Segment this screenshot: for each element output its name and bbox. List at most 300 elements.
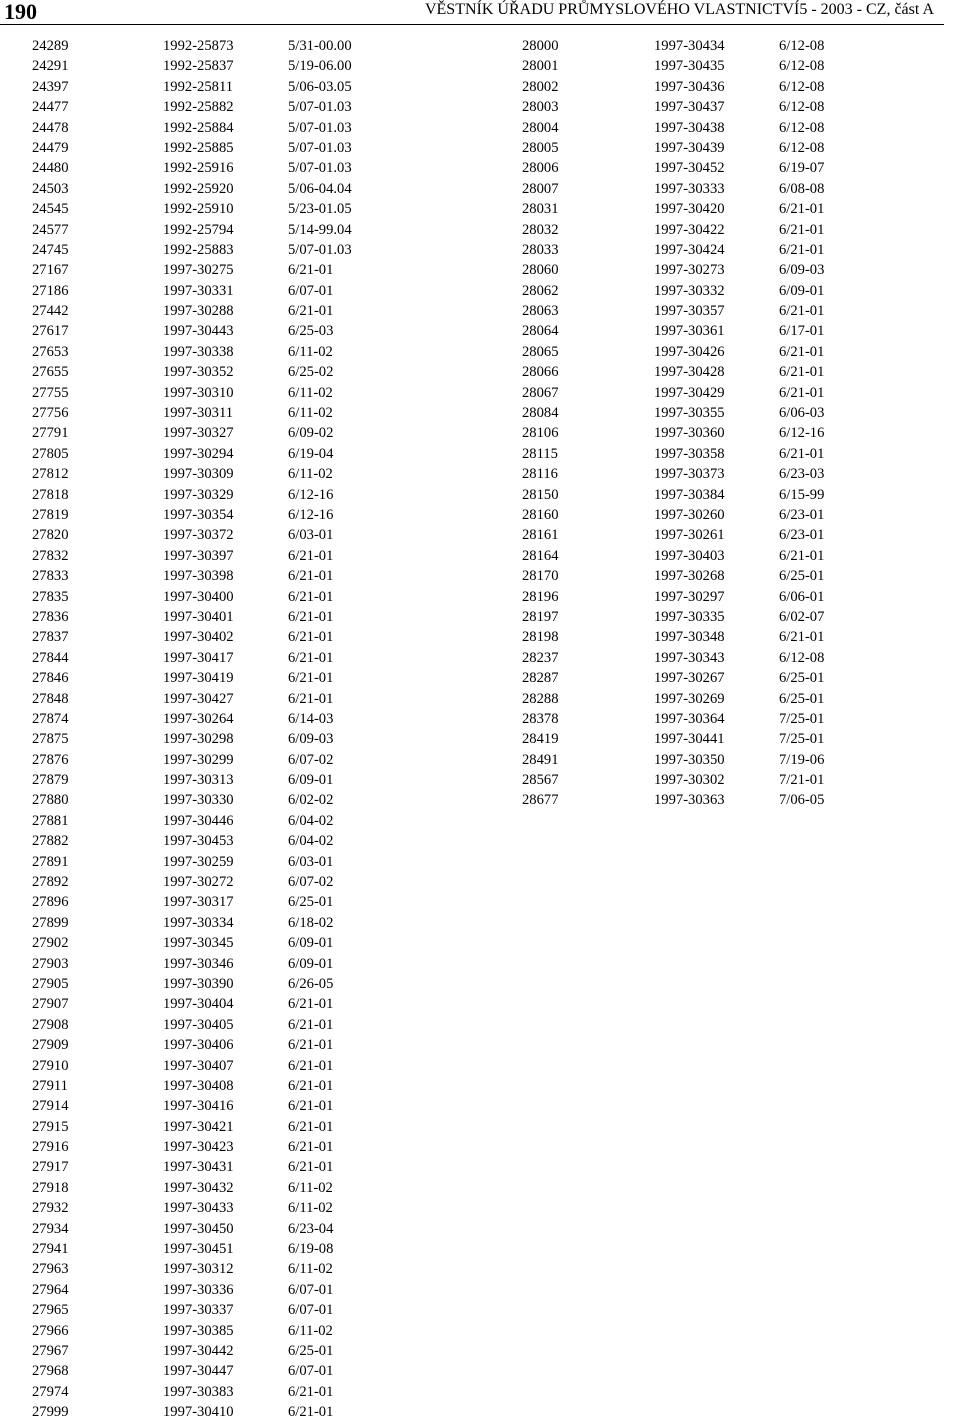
entry-number: 27916 <box>32 1139 69 1156</box>
classification-code: 6/21-01 <box>779 384 825 401</box>
application-number: 1997-30335 <box>654 608 725 625</box>
application-number: 1992-25794 <box>163 221 234 238</box>
application-number: 1997-30268 <box>654 568 725 585</box>
entry-number: 28196 <box>522 588 559 605</box>
classification-code: 6/21-01 <box>288 1383 334 1400</box>
entry-number: 28115 <box>522 445 558 462</box>
classification-code: 5/14-99.04 <box>288 221 352 238</box>
classification-code: 5/19-06.00 <box>288 58 352 75</box>
classification-code: 6/21-01 <box>288 1159 334 1176</box>
application-number: 1997-30441 <box>654 731 725 748</box>
application-number: 1992-25837 <box>163 58 234 75</box>
classification-code: 6/21-01 <box>288 568 334 585</box>
application-number: 1992-25873 <box>163 38 234 54</box>
classification-code: 6/19-08 <box>288 1241 334 1258</box>
entry-number: 28287 <box>522 670 559 687</box>
application-number: 1997-30352 <box>163 364 234 381</box>
classification-code: 6/26-05 <box>288 975 334 992</box>
classification-code: 6/21-01 <box>288 1404 334 1421</box>
application-number: 1997-30373 <box>654 466 725 483</box>
classification-code: 6/12-08 <box>779 119 825 136</box>
classification-code: 6/21-01 <box>779 629 825 646</box>
classification-code: 6/21-01 <box>779 221 825 238</box>
entry-number: 28004 <box>522 119 559 136</box>
classification-code: 6/09-03 <box>288 731 334 748</box>
classification-code: 6/23-01 <box>779 506 825 523</box>
classification-code: 5/07-01.03 <box>288 241 352 258</box>
application-number: 1997-30310 <box>163 384 234 401</box>
application-number: 1997-30372 <box>163 527 234 544</box>
entry-number: 27186 <box>32 282 69 299</box>
application-number: 1997-30299 <box>163 751 234 768</box>
classification-code: 6/21-01 <box>288 1077 334 1094</box>
entry-number: 24478 <box>32 119 69 136</box>
entry-number: 27917 <box>32 1159 69 1176</box>
classification-code: 5/07-01.03 <box>288 99 352 116</box>
classification-code: 6/21-01 <box>288 996 334 1013</box>
entry-number: 28067 <box>522 384 559 401</box>
classification-code: 6/09-01 <box>288 955 334 972</box>
classification-code: 6/21-01 <box>288 629 334 646</box>
classification-code: 6/07-01 <box>288 282 334 299</box>
entry-number: 27941 <box>32 1241 69 1258</box>
application-number: 1992-25883 <box>163 241 234 258</box>
entry-number: 24291 <box>32 58 69 75</box>
application-number: 1997-30312 <box>163 1261 234 1278</box>
classification-code: 6/07-01 <box>288 1281 334 1298</box>
entry-number: 28378 <box>522 710 559 727</box>
application-number: 1997-30309 <box>163 466 234 483</box>
application-number: 1997-30330 <box>163 792 234 809</box>
classification-code: 6/07-01 <box>288 1302 334 1319</box>
application-number: 1997-30408 <box>163 1077 234 1094</box>
entry-number: 28032 <box>522 221 559 238</box>
application-number: 1997-30294 <box>163 445 234 462</box>
entry-number: 27918 <box>32 1179 69 1196</box>
application-number: 1997-30416 <box>163 1098 234 1115</box>
classification-code: 6/21-01 <box>288 262 334 279</box>
classification-code: 5/06-04.04 <box>288 180 352 197</box>
entry-number: 28491 <box>522 751 559 768</box>
classification-code: 6/09-01 <box>779 282 825 299</box>
application-number: 1997-30264 <box>163 710 234 727</box>
classification-code: 6/21-01 <box>779 364 825 381</box>
classification-code: 7/25-01 <box>779 731 825 748</box>
application-number: 1997-30429 <box>654 384 725 401</box>
application-number: 1997-30428 <box>654 364 725 381</box>
application-number: 1997-30275 <box>163 262 234 279</box>
entry-number: 28160 <box>522 506 559 523</box>
application-number: 1997-30419 <box>163 670 234 687</box>
entry-number: 27818 <box>32 486 69 503</box>
application-number: 1997-30406 <box>163 1037 234 1054</box>
classification-code: 6/12-08 <box>779 99 825 116</box>
entry-number: 27882 <box>32 833 69 850</box>
classification-code: 5/31-00.00 <box>288 38 352 54</box>
application-number: 1997-30447 <box>163 1363 234 1380</box>
entry-number: 27837 <box>32 629 69 646</box>
entry-number: 28062 <box>522 282 559 299</box>
application-number: 1992-25885 <box>163 139 234 156</box>
entry-number: 27848 <box>32 690 69 707</box>
entry-number: 27655 <box>32 364 69 381</box>
classification-code: 6/14-03 <box>288 710 334 727</box>
classification-code: 6/25-01 <box>779 670 825 687</box>
page-number: 190 <box>4 0 37 24</box>
application-number: 1997-30436 <box>654 78 725 95</box>
classification-code: 6/21-01 <box>779 445 825 462</box>
entry-number: 24479 <box>32 139 69 156</box>
application-number: 1997-30267 <box>654 670 725 687</box>
application-number: 1992-25920 <box>163 180 234 197</box>
entry-number: 27791 <box>32 425 69 442</box>
application-number: 1997-30453 <box>163 833 234 850</box>
application-number: 1997-30427 <box>163 690 234 707</box>
application-number: 1997-30360 <box>654 425 725 442</box>
entry-number: 24480 <box>32 160 69 177</box>
entry-number: 27805 <box>32 445 69 462</box>
entry-number: 27968 <box>32 1363 69 1380</box>
classification-code: 6/21-01 <box>288 588 334 605</box>
classification-code: 6/09-03 <box>779 262 825 279</box>
application-number: 1997-30350 <box>654 751 725 768</box>
application-number: 1997-30437 <box>654 99 725 116</box>
classification-code: 6/11-02 <box>288 1261 333 1278</box>
classification-code: 6/21-01 <box>288 1118 334 1135</box>
entry-number: 28197 <box>522 608 559 625</box>
application-number: 1997-30333 <box>654 180 725 197</box>
entry-number: 27617 <box>32 323 69 340</box>
classification-code: 7/21-01 <box>779 772 825 789</box>
page-header <box>0 0 960 26</box>
application-number: 1997-30261 <box>654 527 725 544</box>
classification-code: 6/11-02 <box>288 1322 333 1339</box>
entry-number: 24289 <box>32 38 69 54</box>
entry-number: 28060 <box>522 262 559 279</box>
classification-code: 6/12-16 <box>779 425 825 442</box>
entry-number: 27966 <box>32 1322 69 1339</box>
application-number: 1997-30442 <box>163 1343 234 1359</box>
classification-code: 6/03-01 <box>288 853 334 870</box>
application-number: 1997-30452 <box>654 160 725 177</box>
entry-number: 28084 <box>522 405 559 422</box>
classification-code: 6/23-01 <box>779 527 825 544</box>
entry-number: 27967 <box>32 1343 69 1359</box>
classification-code: 6/11-02 <box>288 1179 333 1196</box>
classification-code: 6/21-01 <box>288 690 334 707</box>
application-number: 1997-30272 <box>163 874 234 891</box>
entry-number: 27874 <box>32 710 69 727</box>
classification-code: 6/11-02 <box>288 405 333 422</box>
entry-number: 28007 <box>522 180 559 197</box>
application-number: 1997-30405 <box>163 1016 234 1033</box>
classification-code: 6/15-99 <box>779 486 825 503</box>
entry-number: 24477 <box>32 99 69 116</box>
entry-number: 24503 <box>32 180 69 197</box>
application-number: 1997-30354 <box>163 506 234 523</box>
application-number: 1997-30338 <box>163 343 234 360</box>
entry-number: 27914 <box>32 1098 69 1115</box>
application-number: 1997-30345 <box>163 935 234 952</box>
entry-number: 27903 <box>32 955 69 972</box>
entry-number: 28000 <box>522 38 559 54</box>
entry-number: 28288 <box>522 690 559 707</box>
classification-code: 6/18-02 <box>288 914 334 931</box>
application-number: 1997-30317 <box>163 894 234 911</box>
classification-code: 6/12-08 <box>779 649 825 666</box>
classification-code: 6/25-02 <box>288 364 334 381</box>
application-number: 1997-30397 <box>163 547 234 564</box>
application-number: 1997-30384 <box>654 486 725 503</box>
application-number: 1997-30443 <box>163 323 234 340</box>
application-number: 1997-30313 <box>163 772 234 789</box>
entry-number: 27902 <box>32 935 69 952</box>
application-number: 1992-25916 <box>163 160 234 177</box>
application-number: 1997-30311 <box>163 405 233 422</box>
application-number: 1997-30431 <box>163 1159 234 1176</box>
classification-code: 5/07-01.03 <box>288 160 352 177</box>
application-number: 1992-25811 <box>163 78 233 95</box>
entry-number: 27832 <box>32 547 69 564</box>
entry-number: 27908 <box>32 1016 69 1033</box>
entry-number: 24397 <box>32 78 69 95</box>
entry-number: 27881 <box>32 812 69 829</box>
classification-code: 6/11-02 <box>288 384 333 401</box>
application-number: 1997-30424 <box>654 241 725 258</box>
classification-code: 6/21-01 <box>779 303 825 320</box>
classification-code: 5/06-03.05 <box>288 78 352 95</box>
entry-number: 28064 <box>522 323 559 340</box>
entry-number: 27819 <box>32 506 69 523</box>
application-number: 1997-30364 <box>654 710 725 727</box>
application-number: 1997-30401 <box>163 608 234 625</box>
entry-number: 27844 <box>32 649 69 666</box>
classification-code: 6/21-01 <box>288 1139 334 1156</box>
application-number: 1992-25884 <box>163 119 234 136</box>
classification-code: 6/25-01 <box>779 690 825 707</box>
classification-code: 6/12-08 <box>779 38 825 54</box>
entry-number: 28198 <box>522 629 559 646</box>
application-number: 1997-30451 <box>163 1241 234 1258</box>
classification-code: 6/25-03 <box>288 323 334 340</box>
application-number: 1997-30422 <box>654 221 725 238</box>
application-number: 1997-30390 <box>163 975 234 992</box>
application-number: 1997-30383 <box>163 1383 234 1400</box>
application-number: 1997-30348 <box>654 629 725 646</box>
entry-number: 27909 <box>32 1037 69 1054</box>
application-number: 1997-30403 <box>654 547 725 564</box>
classification-code: 5/07-01.03 <box>288 139 352 156</box>
entry-number: 27905 <box>32 975 69 992</box>
classification-code: 7/25-01 <box>779 710 825 727</box>
classification-code: 6/07-02 <box>288 874 334 891</box>
entry-number: 27964 <box>32 1281 69 1298</box>
application-number: 1997-30434 <box>654 38 725 54</box>
entry-number: 28033 <box>522 241 559 258</box>
application-number: 1997-30269 <box>654 690 725 707</box>
classification-code: 6/25-01 <box>288 1343 334 1359</box>
entry-number: 27755 <box>32 384 69 401</box>
application-number: 1997-30363 <box>654 792 725 809</box>
application-number: 1992-25910 <box>163 201 234 218</box>
application-number: 1997-30346 <box>163 955 234 972</box>
entry-number: 28065 <box>522 343 559 360</box>
header-divider <box>0 24 944 25</box>
entry-number: 27974 <box>32 1383 69 1400</box>
application-number: 1997-30337 <box>163 1302 234 1319</box>
entry-number: 28106 <box>522 425 559 442</box>
entry-number: 27899 <box>32 914 69 931</box>
entry-number: 27892 <box>32 874 69 891</box>
entry-number: 24745 <box>32 241 69 258</box>
entry-number: 27756 <box>32 405 69 422</box>
application-number: 1997-30332 <box>654 282 725 299</box>
entry-number: 27879 <box>32 772 69 789</box>
classification-code: 6/03-01 <box>288 527 334 544</box>
application-number: 1997-30438 <box>654 119 725 136</box>
application-number: 1997-30355 <box>654 405 725 422</box>
classification-code: 6/12-08 <box>779 78 825 95</box>
classification-code: 6/21-01 <box>288 303 334 320</box>
entry-number: 28116 <box>522 466 558 483</box>
entry-number: 28066 <box>522 364 559 381</box>
classification-code: 6/21-01 <box>288 1016 334 1033</box>
application-number: 1997-30421 <box>163 1118 234 1135</box>
application-number: 1997-30331 <box>163 282 234 299</box>
entry-number: 27910 <box>32 1057 69 1074</box>
entry-number: 28237 <box>522 649 559 666</box>
classification-code: 6/04-02 <box>288 812 334 829</box>
application-number: 1997-30426 <box>654 343 725 360</box>
application-number: 1997-30417 <box>163 649 234 666</box>
application-number: 1997-30410 <box>163 1404 234 1421</box>
classification-code: 6/08-08 <box>779 180 825 197</box>
application-number: 1997-30297 <box>654 588 725 605</box>
classification-code: 6/06-03 <box>779 405 825 422</box>
application-number: 1997-30334 <box>163 914 234 931</box>
classification-code: 6/07-01 <box>288 1363 334 1380</box>
classification-code: 7/06-05 <box>779 792 825 809</box>
classification-code: 6/21-01 <box>288 1098 334 1115</box>
application-number: 1997-30423 <box>163 1139 234 1156</box>
application-number: 1997-30361 <box>654 323 725 340</box>
application-number: 1992-25882 <box>163 99 234 116</box>
application-number: 1997-30260 <box>654 506 725 523</box>
entry-number: 27896 <box>32 894 69 911</box>
entry-number: 28001 <box>522 58 559 75</box>
application-number: 1997-30398 <box>163 568 234 585</box>
entry-number: 28150 <box>522 486 559 503</box>
classification-code: 5/23-01.05 <box>288 201 352 218</box>
entry-number: 27932 <box>32 1200 69 1217</box>
entry-number: 24577 <box>32 221 69 238</box>
application-number: 1997-30433 <box>163 1200 234 1217</box>
application-number: 1997-30259 <box>163 853 234 870</box>
application-number: 1997-30407 <box>163 1057 234 1074</box>
entry-number: 27833 <box>32 568 69 585</box>
entry-number: 28005 <box>522 139 559 156</box>
classification-code: 6/19-07 <box>779 160 825 177</box>
application-number: 1997-30358 <box>654 445 725 462</box>
entry-number: 27442 <box>32 303 69 320</box>
classification-code: 6/09-01 <box>288 772 334 789</box>
entry-number: 28006 <box>522 160 559 177</box>
classification-code: 6/23-03 <box>779 466 825 483</box>
entry-number: 27820 <box>32 527 69 544</box>
entry-number: 28419 <box>522 731 559 748</box>
application-number: 1997-30400 <box>163 588 234 605</box>
entry-number: 27965 <box>32 1302 69 1319</box>
application-number: 1997-30404 <box>163 996 234 1013</box>
entry-number: 28003 <box>522 99 559 116</box>
classification-code: 6/12-16 <box>288 486 334 503</box>
entry-number: 27880 <box>32 792 69 809</box>
classification-code: 6/21-01 <box>288 1037 334 1054</box>
application-number: 1997-30329 <box>163 486 234 503</box>
entry-number: 28164 <box>522 547 559 564</box>
entry-number: 27876 <box>32 751 69 768</box>
application-number: 1997-30435 <box>654 58 725 75</box>
entry-number: 27963 <box>32 1261 69 1278</box>
entry-number: 28063 <box>522 303 559 320</box>
entry-number: 24545 <box>32 201 69 218</box>
classification-code: 6/19-04 <box>288 445 334 462</box>
classification-code: 6/17-01 <box>779 323 825 340</box>
entry-number: 27891 <box>32 853 69 870</box>
application-number: 1997-30450 <box>163 1220 234 1237</box>
classification-code: 5/07-01.03 <box>288 119 352 136</box>
classification-code: 6/21-01 <box>779 241 825 258</box>
classification-code: 6/21-01 <box>288 547 334 564</box>
classification-code: 6/07-02 <box>288 751 334 768</box>
application-number: 1997-30446 <box>163 812 234 829</box>
classification-code: 6/21-01 <box>779 201 825 218</box>
classification-code: 6/21-01 <box>288 1057 334 1074</box>
classification-code: 6/21-01 <box>779 343 825 360</box>
classification-code: 6/11-02 <box>288 1200 333 1217</box>
classification-code: 6/11-02 <box>288 343 333 360</box>
application-number: 1997-30298 <box>163 731 234 748</box>
application-number: 1997-30336 <box>163 1281 234 1298</box>
entry-number: 27875 <box>32 731 69 748</box>
classification-code: 6/12-08 <box>779 58 825 75</box>
classification-code: 6/02-02 <box>288 792 334 809</box>
entry-number: 28161 <box>522 527 559 544</box>
entry-number: 28170 <box>522 568 559 585</box>
entry-number: 27934 <box>32 1220 69 1237</box>
classification-code: 6/02-07 <box>779 608 825 625</box>
classification-code: 6/21-01 <box>288 649 334 666</box>
classification-code: 6/21-01 <box>288 608 334 625</box>
classification-code: 6/06-01 <box>779 588 825 605</box>
classification-code: 6/04-02 <box>288 833 334 850</box>
entry-number: 27835 <box>32 588 69 605</box>
classification-code: 6/09-01 <box>288 935 334 952</box>
entry-number: 28567 <box>522 772 559 789</box>
classification-code: 6/09-02 <box>288 425 334 442</box>
application-number: 1997-30420 <box>654 201 725 218</box>
application-number: 1997-30302 <box>654 772 725 789</box>
entry-number: 27812 <box>32 466 69 483</box>
application-number: 1997-30432 <box>163 1179 234 1196</box>
entry-number: 27653 <box>32 343 69 360</box>
entry-number: 27915 <box>32 1118 69 1135</box>
entry-number: 28031 <box>522 201 559 218</box>
entry-number: 27911 <box>32 1077 68 1094</box>
classification-code: 6/21-01 <box>288 670 334 687</box>
application-number: 1997-30343 <box>654 649 725 666</box>
classification-code: 6/25-01 <box>288 894 334 911</box>
